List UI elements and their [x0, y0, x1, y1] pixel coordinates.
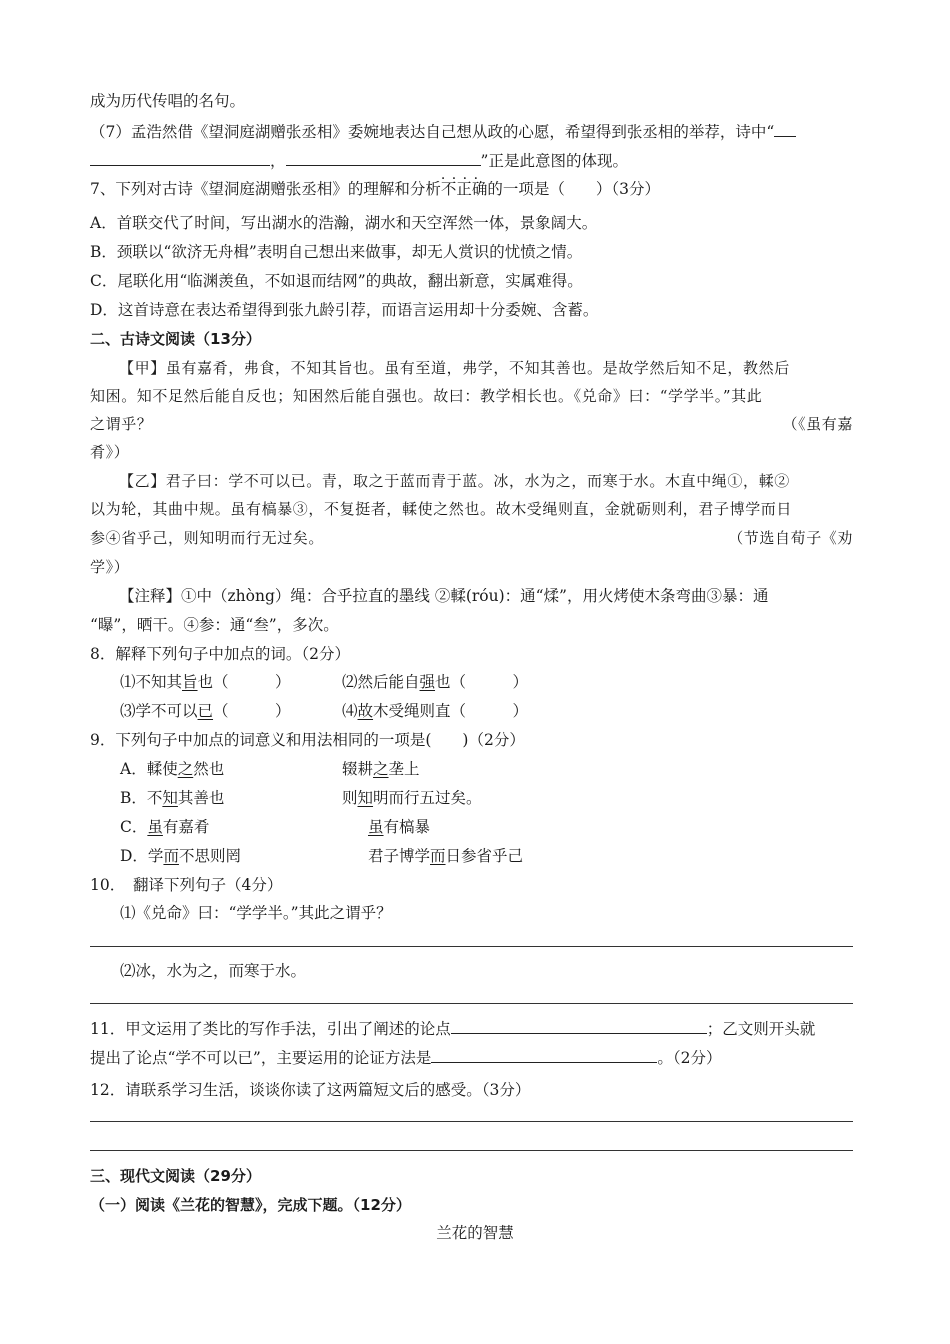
subsection-heading: （一）阅读《兰花的智慧》，完成下题。（12分）: [90, 1196, 411, 1214]
section-heading: 二、古诗文阅读（13分）: [90, 330, 261, 348]
passage-jia: 【甲】虽有嘉肴，弗食，不知其旨也。虽有至道，弗学，不知其善也。是故学然后知不足，教然后: [119, 359, 790, 377]
source-citation: 肴》）: [90, 443, 130, 461]
q9-option: C．虽有嘉肴: [120, 818, 210, 836]
answer-blank[interactable]: [431, 1046, 657, 1063]
question-11: 提出了论点“学不可以已”，主要运用的论证方法是 。（2分）: [90, 1046, 721, 1069]
option-a: A．首联交代了时间，写出湖水的浩瀚，湖水和天空浑然一体，景象阔大。: [90, 214, 598, 232]
option-c: C．尾联化用“临渊羡鱼，不如退而结网”的典故，翻出新意，实属难得。: [90, 272, 583, 290]
passage-jia: 之谓乎？: [90, 415, 153, 433]
question-11: 11．甲文运用了类比的写作手法，引出了阐述的论点 ；乙文则开头就: [90, 1017, 815, 1040]
question-10: 10． 翻译下列句子（4分）: [90, 876, 283, 894]
q9-option: A．輮使之然也: [120, 760, 225, 778]
option-b: B．颈联以“欲济无舟楫”表明自己想出来做事，却无人赏识的忧愤之情。: [90, 243, 583, 261]
q8-item: ⑷故木受绳则直（ ）: [342, 702, 529, 720]
source-citation: 学》）: [90, 558, 130, 576]
answer-blank[interactable]: [774, 120, 796, 137]
q8-item: ⑵然后能自强也（ ）: [342, 673, 529, 691]
question-9: 9．下列句子中加点的词意义和用法相同的一项是( )（2分）: [90, 731, 525, 749]
question-12: 12．请联系学习生活，谈谈你读了这两篇短文后的感受。（3分）: [90, 1081, 531, 1099]
article-title: 兰花的智慧: [436, 1224, 514, 1242]
passage-yi: 【乙】君子曰：学不可以已。青，取之于蓝而青于蓝。冰，水为之，而寒于水。木直中绳①，輮②: [119, 472, 790, 490]
q9-option: 则知明而行五过矣。: [342, 789, 482, 807]
q8-item: ⑶学不可以已（ ）: [120, 702, 291, 720]
passage-yi: 以为轮，其曲中规。虽有槁暴③，不复挺者，輮使之然也。故木受绳则直，金就砺则利，君子博学而日: [90, 500, 793, 518]
q9-option: 虽有槁暴: [368, 818, 431, 836]
q9-option: 君子博学而日参省乎己: [368, 847, 524, 865]
notes: “曝”，晒干。④参：通“叁”，多次。: [90, 616, 339, 634]
text-line: 成为历代传唱的名句。: [90, 92, 246, 110]
passage-jia: 知困。知不足然后能自反也；知困然后能自强也。故曰：教学相长也。《兑命》曰：“学学半。”其此: [90, 387, 763, 405]
source-citation: （《虽有嘉: [782, 415, 853, 433]
answer-line[interactable]: [90, 946, 853, 947]
answer-blank[interactable]: [451, 1017, 707, 1034]
source-citation: （节选自荀子《劝: [728, 529, 853, 547]
answer-line[interactable]: [90, 1150, 853, 1151]
q10-item: ⑵冰，水为之，而寒于水。: [120, 962, 307, 980]
question-8: 8．解释下列句子中加点的词。（2分）: [90, 645, 350, 663]
question-7: 7、下列对古诗《望洞庭湖赠张丞相》的理解和分析不正确 · · · ·的一项是（ ）（3分）: [90, 178, 660, 200]
notes: 【注释】①中（zhòng）绳：合乎拉直的墨线 ②輮(róu)：通“煣”，用火烤使木条弯曲③暴：通: [119, 587, 769, 605]
answer-line[interactable]: [90, 1003, 853, 1004]
answer-blank[interactable]: [90, 149, 270, 166]
q10-item: ⑴《兑命》曰：“学学半。”其此之谓乎？: [120, 904, 392, 922]
q9-option: D．学而不思则罔: [120, 847, 241, 865]
q8-item: ⑴不知其旨也（ ）: [120, 673, 291, 691]
answer-line[interactable]: [90, 1121, 853, 1122]
q9-option: B．不知其善也: [120, 789, 225, 807]
q7-fill-line: （7）孟浩然借《望洞庭湖赠张丞相》委婉地表达自己想从政的心愿，希望得到张丞相的举荐，诗中“: [90, 120, 796, 143]
section-heading: 三、现代文阅读（29分）: [90, 1167, 261, 1185]
q7-fill-line-2: ， ”正是此意图的体现。: [90, 149, 628, 172]
answer-blank[interactable]: [286, 149, 481, 166]
q9-option: 辍耕之垄上: [342, 760, 420, 778]
option-d: D．这首诗意在表达希望得到张九龄引荐，而语言运用却十分委婉、含蓄。: [90, 301, 599, 319]
passage-yi: 参④省乎己，则知明而行无过矣。: [90, 529, 325, 547]
